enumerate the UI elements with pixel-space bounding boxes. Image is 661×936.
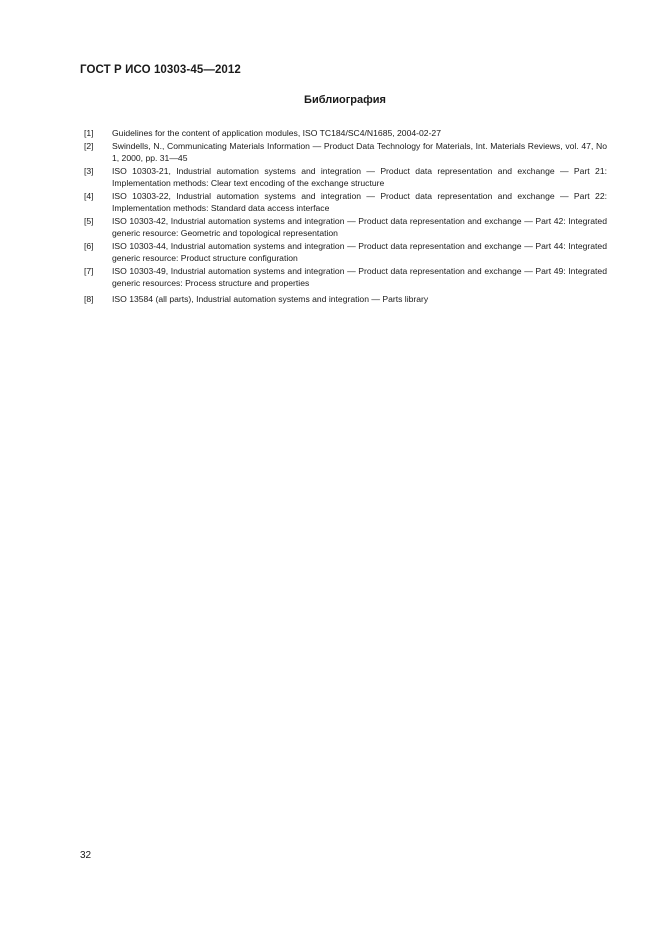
- document-header: ГОСТ Р ИСО 10303-45—2012: [80, 64, 241, 76]
- entry-text: ISO 10303-42, Industrial automation systems and integration — Product data representation and exchange — Part 42: Integrated generic resource: Geometric and topological representation: [112, 215, 607, 238]
- bibliography-entry: [80, 190, 607, 214]
- entry-number: [6]: [84, 240, 94, 251]
- bibliography-entry: [80, 265, 607, 289]
- entry-text: Guidelines for the content of application modules, ISO TC184/SC4/N1685, 2004-02-27: [112, 128, 441, 138]
- entry-number: [8]: [84, 294, 94, 305]
- entry-number: [3]: [84, 165, 94, 176]
- bibliography-entry: [80, 127, 607, 139]
- section-title: Библиография: [304, 94, 386, 106]
- page-number: 32: [80, 850, 92, 861]
- entry-text: ISO 10303-22, Industrial automation systems and integration — Product data representation and exchange — Part 22: Implementation methods: Standard data access interface: [112, 190, 607, 213]
- entry-number: [5]: [84, 215, 94, 226]
- entry-text: ISO 10303-21, Industrial automation systems and integration — Product data representation and exchange — Part 21: Implementation methods: Clear text encoding of the exchange structure: [112, 165, 607, 188]
- entry-text: ISO 10303-44, Industrial automation systems and integration — Product data representation and exchange — Part 44: Integrated generic resource: Product structure configuration: [112, 240, 607, 263]
- entry-number: [1]: [84, 128, 94, 138]
- entry-number: [4]: [84, 190, 94, 201]
- entry-number: [2]: [84, 140, 94, 151]
- bibliography-entry: [80, 140, 607, 164]
- bibliography-entry: [80, 293, 607, 305]
- bibliography-entry: [80, 240, 607, 264]
- entry-text: ISO 13584 (all parts), Industrial automation systems and integration — Parts library: [112, 294, 429, 305]
- bibliography-list: [80, 127, 607, 306]
- entry-text: ISO 10303-49, Industrial automation systems and integration — Product data representation and exchange — Part 49: Integrated generic resources: Process structure and properties: [112, 265, 607, 288]
- entry-text: Swindells, N., Communicating Materials Information — Product Data Technology for Materials, Int. Materials Reviews, vol. 47, No 1, 2000, pp. 31—45: [112, 140, 607, 163]
- entry-number: [7]: [84, 265, 94, 276]
- bibliography-entry: [80, 165, 607, 189]
- bibliography-entry: [80, 215, 607, 239]
